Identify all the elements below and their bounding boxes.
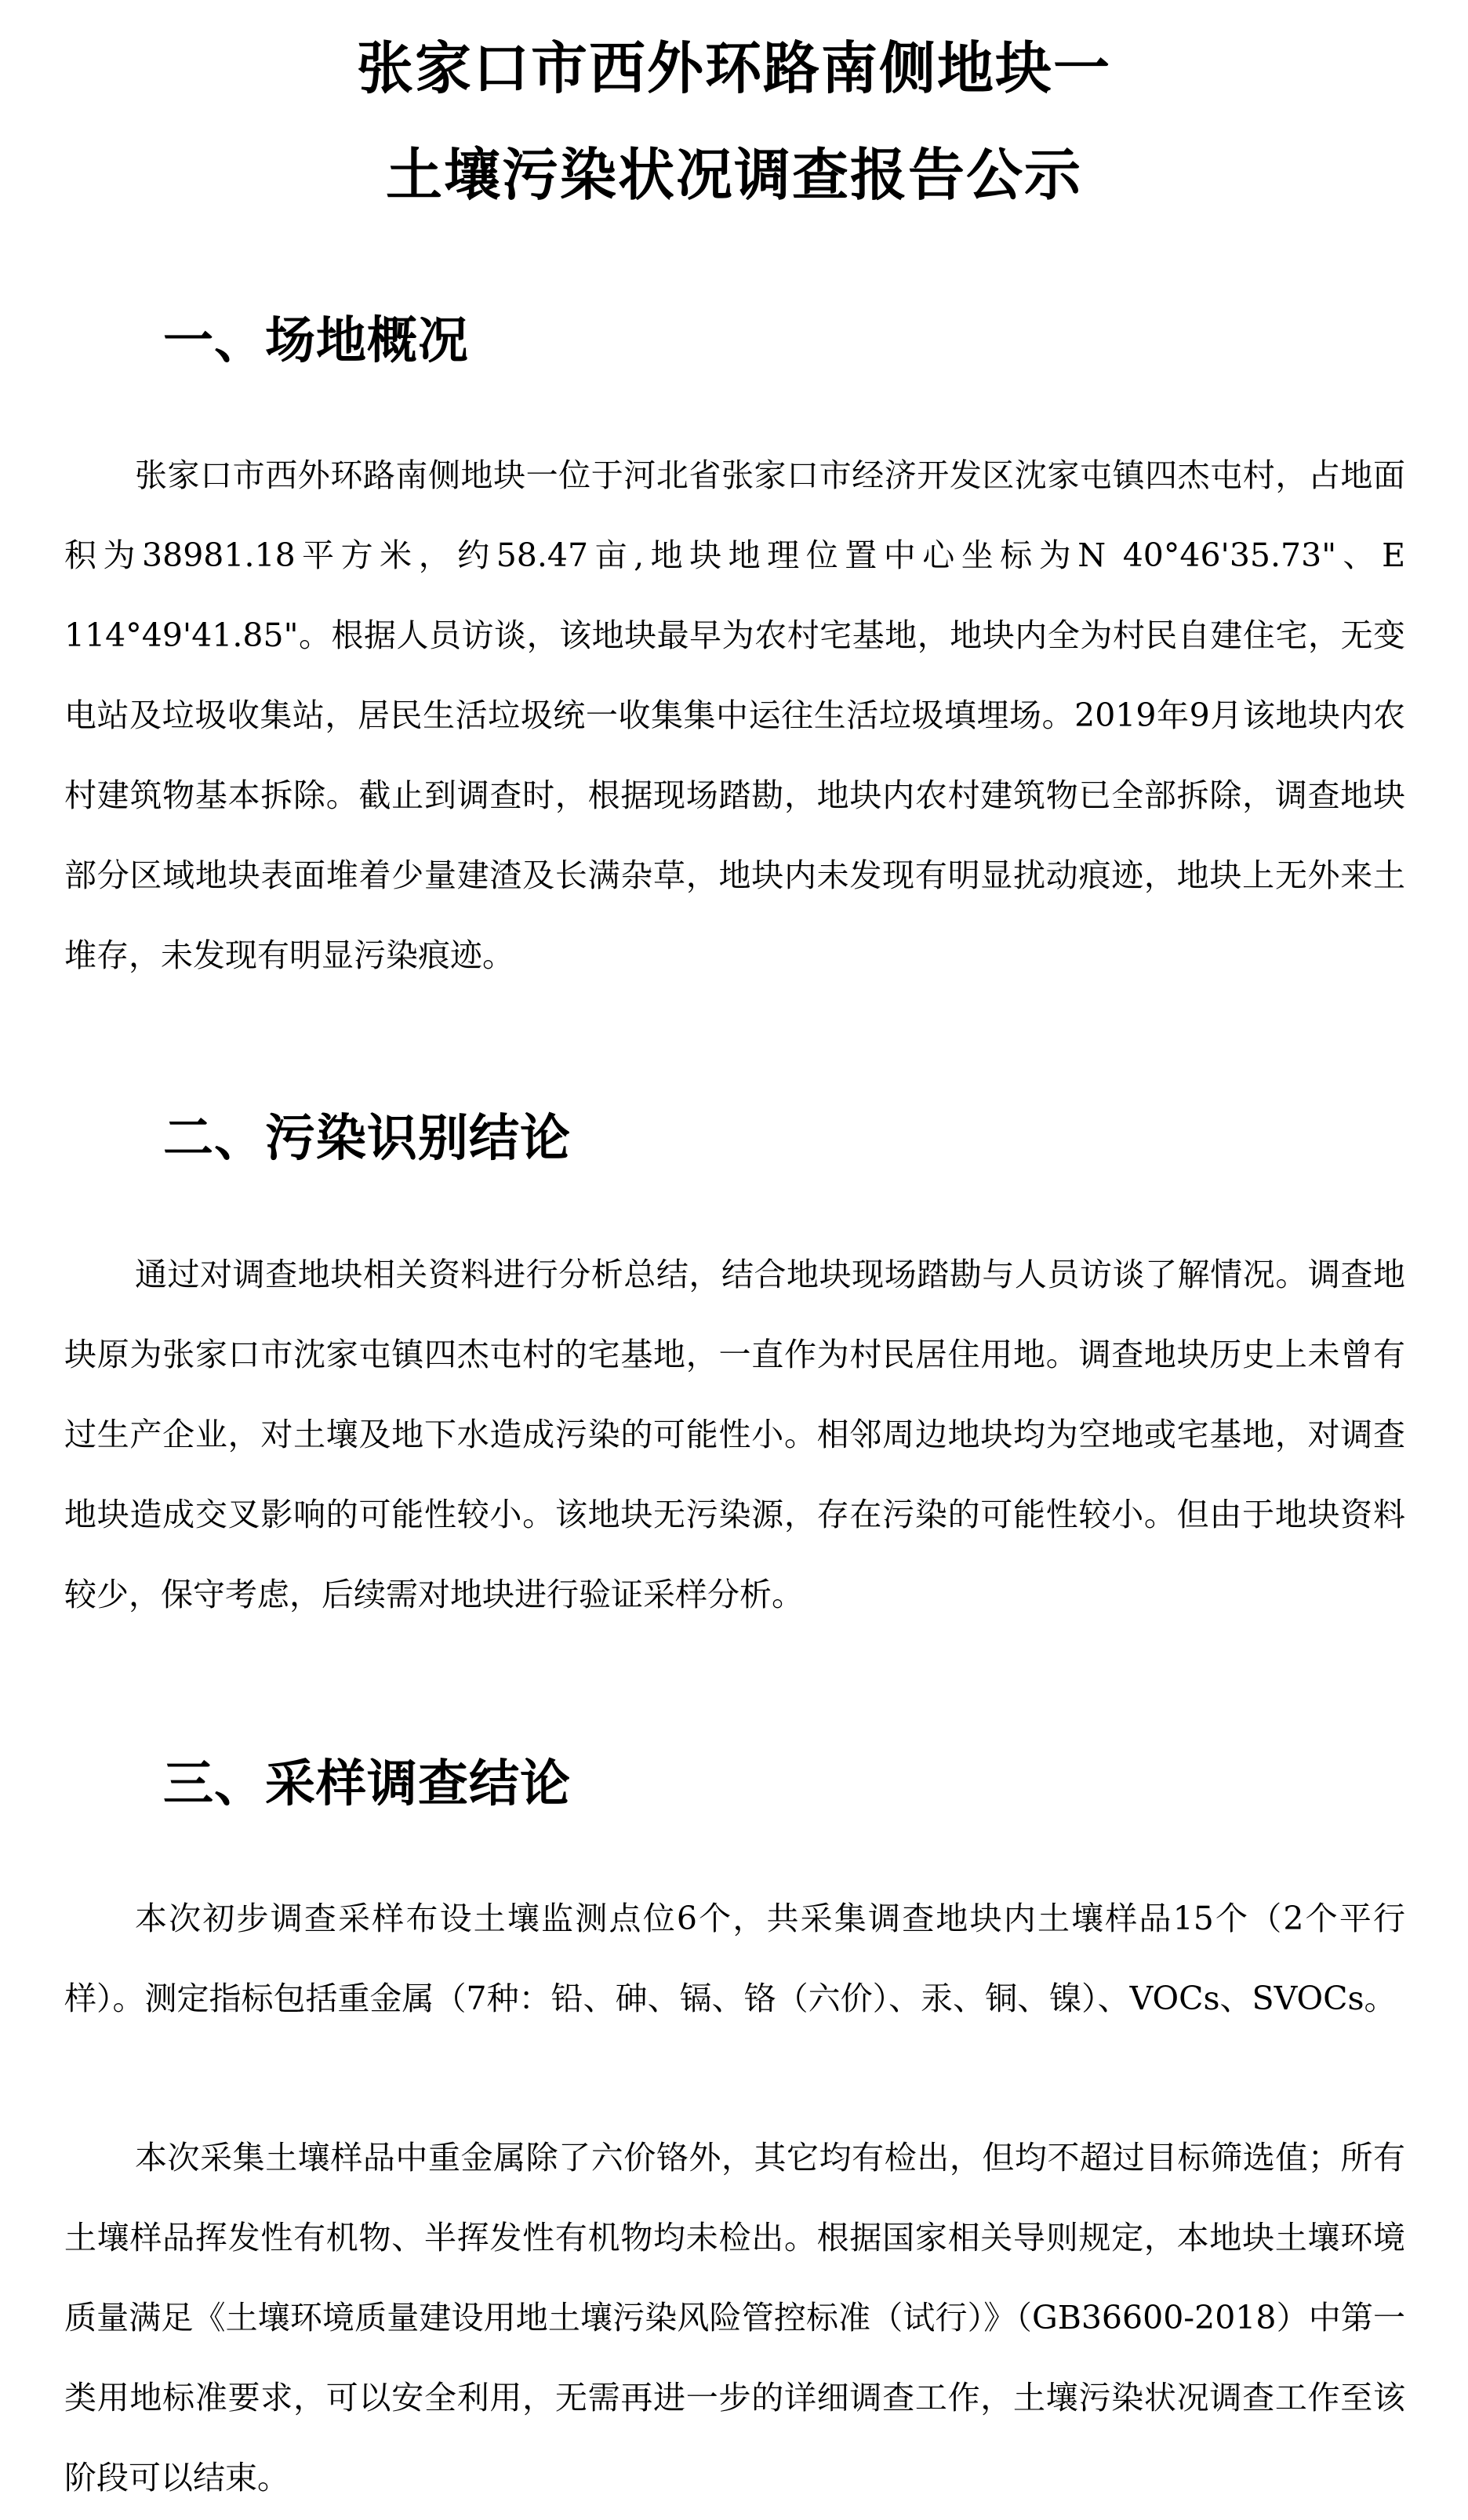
section-paragraph-site-overview: 张家口市西外环路南侧地块一位于河北省张家口市经济开发区沈家屯镇四杰屯村，占地面积为38981.18平方米，约58.47亩,地块地理位置中心坐标为N 40°46'35.73"、E 114°49'41.85"。根据人员访谈，该地块最早为农村宅基地，地块内全为村民自建住宅，无变电站及垃圾收集站，居民生活垃圾统一收集集中运往生活垃圾填埋场。2019年9月该地块内农村建筑物基本拆除。截止到调查时，根据现场踏勘，地块内农村建筑物已全部拆除，调查地块部分区域地块表面堆着少量建渣及长满杂草，地块内未发现有明显扰动痕迹，地块上无外来土堆存，未发现有明显污染痕迹。 — [64, 456, 1405, 974]
document-title-line-1: 张家口市西外环路南侧地块一 — [356, 35, 1111, 101]
section-heading-pollution-identification: 二、污染识别结论 — [163, 1110, 571, 1168]
section-heading-site-overview: 一、场地概况 — [163, 312, 469, 370]
section-heading-sampling-conclusion: 三、采样调查结论 — [163, 1755, 571, 1813]
section-paragraph-sampling-results: 本次采集土壤样品中重金属除了六价铬外，其它均有检出，但均不超过目标筛选值；所有土壤样品挥发性有机物、半挥发性有机物均未检出。根据国家相关导则规定，本地块土壤环境质量满足《土壤环境质量建设用地土壤污染风险管控标准（试行）》（GB36600-2018）中第一类用地标准要求，可以安全利用，无需再进一步的详细调查工作，土壤污染状况调查工作至该阶段可以结束。 — [64, 2139, 1405, 2496]
section-paragraph-sampling-design: 本次初步调查采样布设土壤监测点位6个，共采集调查地块内土壤样品15个（2个平行样）。测定指标包括重金属（7种：铅、砷、镉、铬（六价）、汞、铜、镍）、VOCs、SVOCs。 — [64, 1900, 1405, 2017]
section-paragraph-pollution-identification: 通过对调查地块相关资料进行分析总结，结合地块现场踏勘与人员访谈了解情况。调查地块原为张家口市沈家屯镇四杰屯村的宅基地，一直作为村民居住用地。调查地块历史上未曾有过生产企业，对土壤及地下水造成污染的可能性小。相邻周边地块均为空地或宅基地，对调查地块造成交叉影响的可能性较小。该地块无污染源，存在污染的可能性较小。但由于地块资料较少，保守考虑，后续需对地块进行验证采样分析。 — [64, 1256, 1405, 1613]
document-title-line-2: 土壤污染状况调查报告公示 — [385, 142, 1082, 208]
